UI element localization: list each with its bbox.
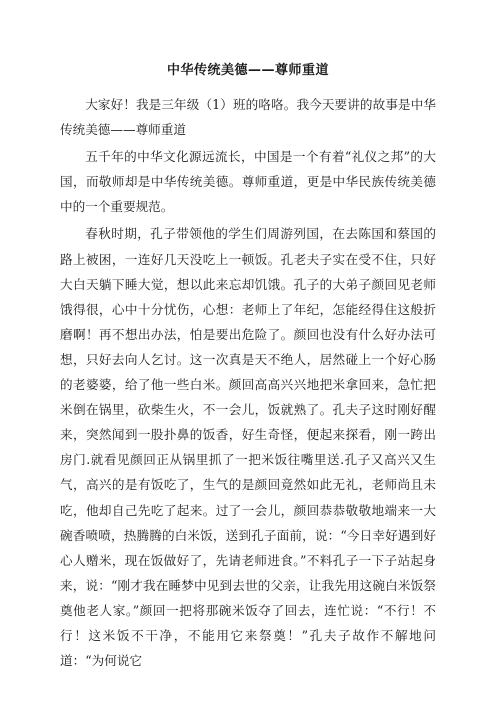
paragraph-intro: 大家好！我是三年级（1）班的咯咯。我今天要讲的故事是中华传统美德——尊师重道 xyxy=(60,97,436,138)
document-body xyxy=(60,92,436,675)
paragraph-story: 春秋时期，孔子带领他的学生们周游列国，在去陈国和蔡国的路上被困，一连好几天没吃上一顿饭。孔老夫子实在受不住，只好大白天躺下睡大觉，想以此来忘却饥饿。孔子的大弟子颜回见老师饿得很，心中十分忧伤，心想：老师上了年纪，怎能经得住这般折磨啊！再不想出办法，怕是要出危险了。颜回也没有什么好办法可想，只好去向人乞讨。这一次真是天不绝人，居然碰上一个好心肠的老婆婆，给了他一些白米。颜回高高兴兴地把米拿回来，急忙把米倒在锅里，砍柴生火，不一会儿，饭就熟了。孔夫子这时刚好醒来，突然闻到一股扑鼻的饭香，好生奇怪，便起来探看，刚一跨出房门.就看见颜回正从锅里抓了一把米饭往嘴里送.孔子又高兴又生气，高兴的是有饭吃了，生气的是颜回竟然如此无礼，老师尚且未吃，他却自己先吃了起来。过了一会儿，颜回恭恭敬敬地端来一大碗香喷喷，热腾腾的白米饭，送到孔子面前，说：“今日幸好遇到好心人赠米，现在饭做好了，先请老师进食。”不料孔子一下子站起身来，说：“刚才我在睡梦中见到去世的父亲，让我先用这碗白米饭祭奠他老人家。”颜回一把将那碗米饭夺了回去，连忙说：“不行！不行！这米饭不干净，不能用它来祭奠！”孔夫子故作不解地问道：“为何说它 xyxy=(60,226,436,669)
document-title: 中华传统美德——尊师重道 xyxy=(166,63,329,78)
paragraph-culture: 五千年的中华文化源远流长，中国是一个有着“礼仪之邦”的大国，而敬师却是中华传统美德。尊师重道，更是中华民族传统美德中的一个重要规范。 xyxy=(60,149,436,215)
